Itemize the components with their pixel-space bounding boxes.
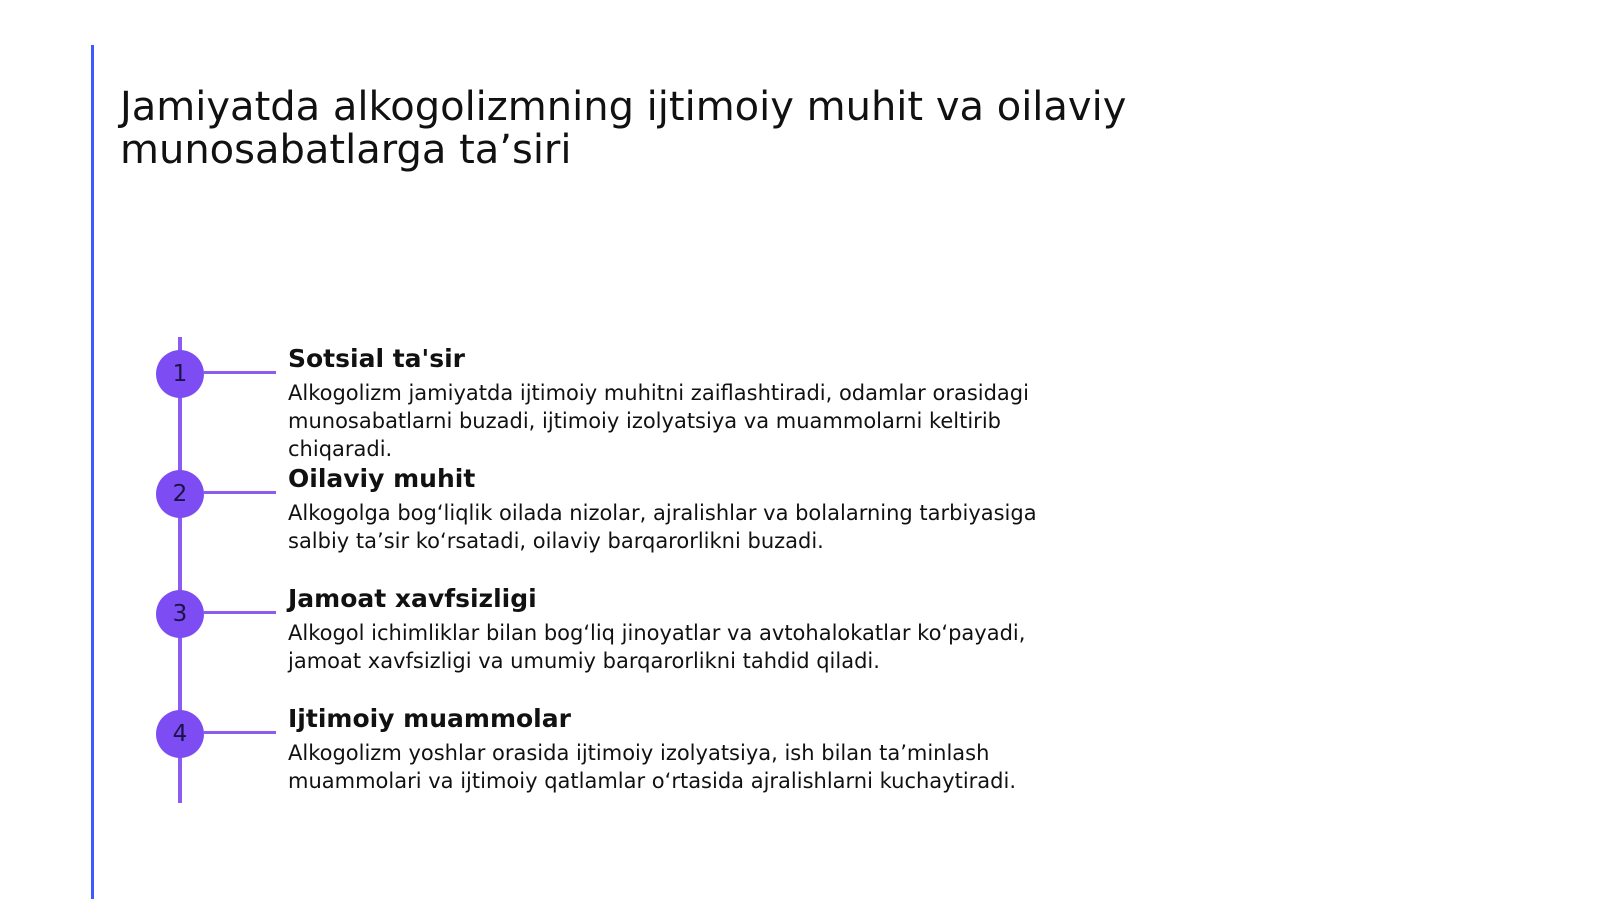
- step-2-number: 2: [172, 480, 188, 507]
- step-1-description: Alkogolizm jamiyatda ijtimoiy muhitni zaiflashtiradi, odamlar orasidagi munosabatlarni buzadi, ijtimoiy izolyatsiya va muammolarni keltirib chiqaradi.: [288, 381, 1029, 461]
- step-3-number: 3: [172, 600, 188, 627]
- step-3-marker: [156, 590, 204, 638]
- step-1-heading: Sotsial ta'sir: [288, 344, 465, 373]
- step-4-description: Alkogolizm yoshlar orasida ijtimoiy izolyatsiya, ish bilan ta’minlash muammolari va ijtimoiy qatlamlar o‘rtasida ajralishlarni kuchaytiradi.: [288, 741, 1017, 793]
- step-1-number: 1: [172, 360, 188, 387]
- slide-title: Jamiyatda alkogolizmning ijtimoiy muhit va oilaviy munosabatlarga ta’siri: [120, 84, 1127, 173]
- left-accent-bar: [91, 45, 94, 899]
- step-2-connector: [203, 491, 276, 494]
- step-4-marker: [156, 710, 204, 758]
- step-4-number: 4: [172, 720, 188, 747]
- step-2-description: Alkogolga bog‘liqlik oilada nizolar, ajralishlar va bolalarning tarbiyasiga salbiy ta’sir ko‘rsatadi, oilaviy barqarorlikni buzadi.: [288, 501, 1037, 553]
- step-2-marker: [156, 470, 204, 518]
- step-2-heading: Oilaviy muhit: [288, 464, 476, 493]
- step-3-heading: Jamoat xavfsizligi: [288, 584, 537, 613]
- step-4-heading: Ijtimoiy muammolar: [288, 704, 571, 733]
- step-3-connector: [203, 611, 276, 614]
- step-4-connector: [203, 731, 276, 734]
- step-3-description: Alkogol ichimliklar bilan bog‘liq jinoyatlar va avtohalokatlar ko‘payadi, jamoat xavfsizligi va umumiy barqarorlikni tahdid qiladi.: [288, 621, 1026, 673]
- step-1-marker: [156, 350, 204, 398]
- step-1-connector: [203, 371, 276, 374]
